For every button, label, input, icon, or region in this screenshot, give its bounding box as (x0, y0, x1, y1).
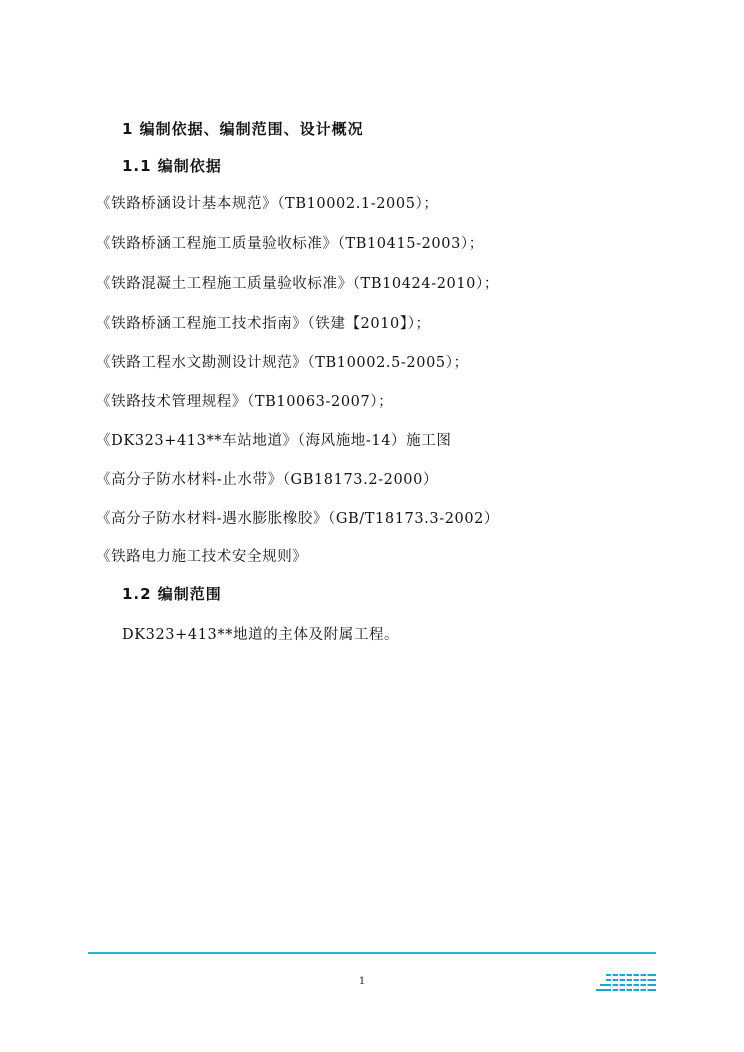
chapter-heading: 1 编制依据、编制范围、设计概况 (122, 120, 364, 138)
reference-item: 《铁路桥涵工程施工质量验收标准》（TB10415-2003）； (96, 236, 484, 252)
section-heading-basis: 1.1 编制依据 (122, 157, 222, 175)
reference-item: 《铁路桥涵设计基本规范》（TB10002.1-2005）； (96, 196, 439, 212)
company-logo-icon (596, 973, 658, 993)
reference-item: 《DK323+413**车站地道》（海风施地-14）施工图 (96, 433, 452, 449)
reference-item: 《铁路技术管理规程》（TB10063-2007）； (96, 394, 394, 410)
reference-item: 《铁路混凝土工程施工质量验收标准》（TB10424-2010）； (96, 276, 499, 292)
reference-item: 《铁路电力施工技术安全规则》 (96, 549, 308, 565)
reference-item: 《铁路桥涵工程施工技术指南》（铁建【2010】）； (96, 316, 431, 332)
page-number: 1 (358, 976, 366, 987)
reference-item: 《高分子防水材料-遇水膨胀橡胶》（GB/T18173.3-2002） (96, 511, 500, 527)
scope-paragraph: DK323+413**地道的主体及附属工程。 (122, 627, 400, 643)
footer-divider (88, 952, 656, 954)
reference-item: 《高分子防水材料-止水带》（GB18173.2-2000） (96, 472, 439, 488)
reference-item: 《铁路工程水文勘测设计规范》（TB10002.5-2005）； (96, 355, 469, 371)
section-heading-scope: 1.2 编制范围 (122, 585, 222, 603)
